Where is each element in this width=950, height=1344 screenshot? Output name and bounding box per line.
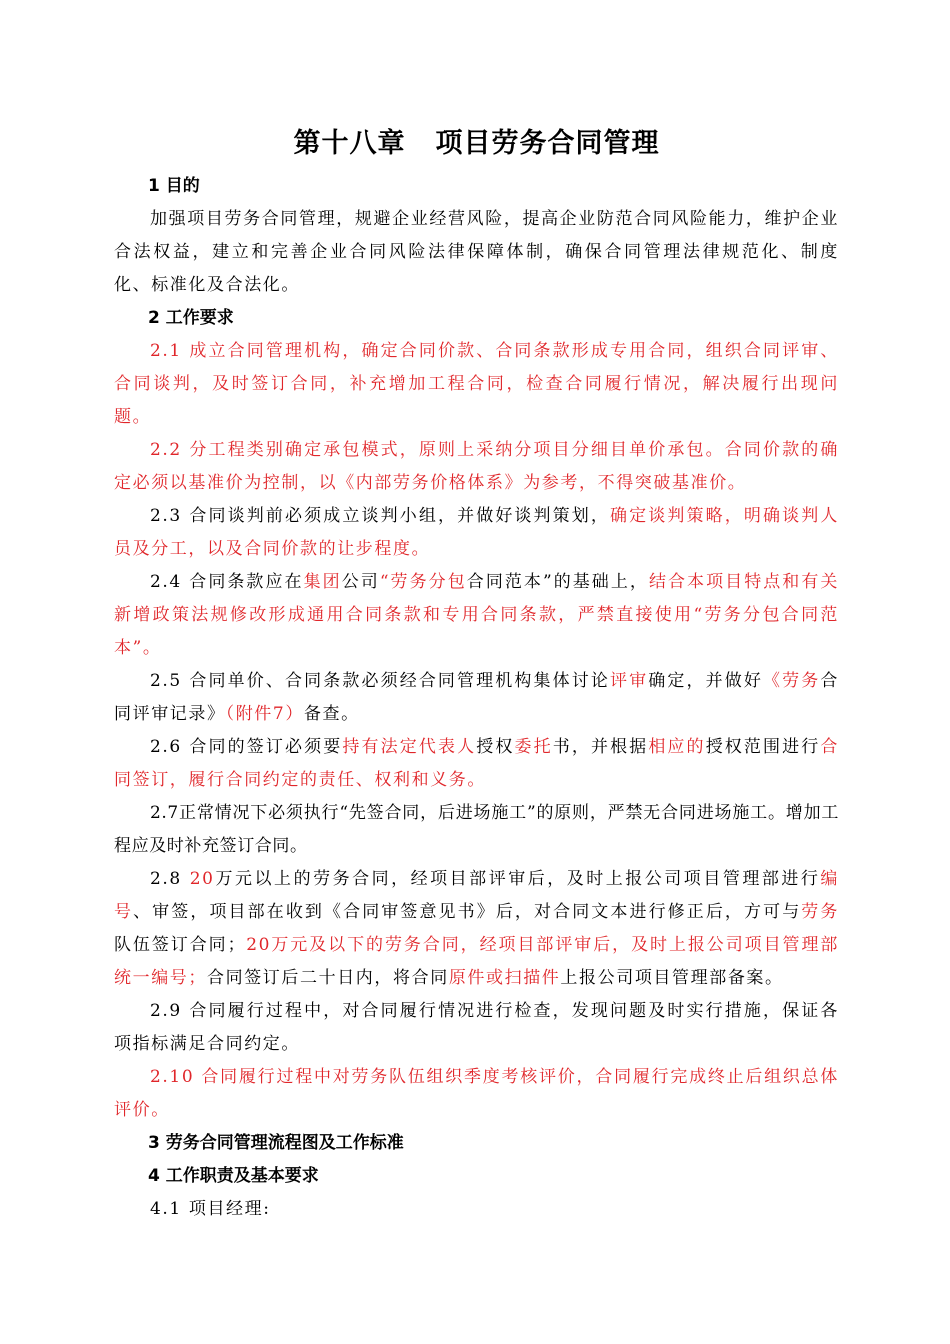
highlight-run: 集团 bbox=[303, 572, 342, 592]
text-run: 合同签订后二十日内，将合同 bbox=[207, 968, 449, 988]
paragraph-2-8 bbox=[114, 863, 839, 995]
text-run: 备查。 bbox=[303, 704, 360, 724]
paragraph-2-4 bbox=[114, 566, 839, 665]
highlight-run: 持有法定代表人 bbox=[342, 737, 477, 757]
highlight-run: 确定谈判策略，明确谈判人员及分工，以及合同价款的让步程度。 bbox=[114, 506, 839, 559]
highlight-run: 相应的 bbox=[648, 737, 706, 757]
highlight-run: 委托 bbox=[514, 737, 553, 757]
paragraph-2-9: 2.9 合同履行过程中，对合同履行情况进行检查，发现问题及时实行措施，保证各项指标满足合同约定。 bbox=[114, 1001, 839, 1054]
text-run: 上报公司项目管理部备案。 bbox=[560, 968, 784, 988]
highlight-run: 评审 bbox=[610, 671, 649, 691]
text-run: 2.3 合同谈判前必须成立谈判小组，并做好谈判策划， bbox=[150, 506, 611, 526]
text-run: 2.8 bbox=[150, 869, 190, 889]
section-heading-flowchart: 3 劳务合同管理流程图及工作标准 bbox=[148, 1133, 404, 1153]
paragraph-2-10: 2.10 合同履行过程中对劳务队伍组织季度考核评价，合同履行完成终止后组织总体评价。 bbox=[114, 1067, 839, 1120]
highlight-run: 结合本项目特点和有关新增政策法规修改形成通用合同条款和专用合同条款，严禁直接使用“劳务分包合同范本”。 bbox=[114, 572, 839, 658]
chapter-name: 项目劳务合同管理 bbox=[435, 128, 660, 159]
paragraph-2-3 bbox=[114, 500, 839, 566]
highlight-run: （附件7） bbox=[225, 704, 304, 724]
document-page bbox=[114, 118, 839, 1226]
section-heading-purpose: 1 目的 bbox=[148, 176, 200, 196]
highlight-run: 20万元及以下的劳务合同，经项目部评审后，及时上报公司项目管理部统一编号； bbox=[114, 935, 839, 988]
paragraph-4-1: 4.1 项目经理: bbox=[150, 1199, 271, 1219]
paragraph-purpose: 加强项目劳务合同管理，规避企业经营风险，提高企业防范合同风险能力，维护企业合法权益，建立和完善企业合同风险法律保障体制，确保合同管理法律规范化、制度化、标准化及合法化。 bbox=[114, 209, 839, 295]
text-run: 2.5 合同单价、合同条款必须经合同管理机构集体讨论 bbox=[150, 671, 611, 691]
text-run: 2.4 合同条款应在 bbox=[150, 572, 304, 592]
chapter-number: 第十八章 bbox=[293, 128, 406, 159]
highlight-run: 编号 bbox=[114, 869, 839, 922]
highlight-run: 《劳务 bbox=[763, 671, 821, 691]
paragraph-2-1: 2.1 成立合同管理机构，确定合同价款、合同条款形成专用合同，组织合同评审、合同谈判，及时签订合同，补充增加工程合同，检查合同履行情况，解决履行出现问题。 bbox=[114, 341, 839, 427]
text-run: 授权范围进行 bbox=[705, 737, 821, 757]
text-run: 公司 bbox=[341, 572, 380, 592]
paragraph-2-6 bbox=[114, 731, 839, 797]
text-run: 合同范本”的基础上， bbox=[466, 572, 649, 592]
paragraph-2-5 bbox=[114, 665, 839, 731]
text-run: 万元以上的劳务合同，经项目部评审后，及时上报公司项目管理部进行 bbox=[214, 869, 821, 889]
text-run: 书，并根据 bbox=[552, 737, 649, 757]
text-run: 合同评审记录》 bbox=[114, 671, 839, 724]
highlight-run: 原件或扫描件 bbox=[448, 968, 561, 988]
section-heading-requirements: 2 工作要求 bbox=[148, 308, 234, 328]
highlight-run: 合同签订，履行合同约定的责任、权利和义务。 bbox=[114, 737, 840, 790]
highlight-run: 劳务 bbox=[801, 902, 839, 922]
paragraph-2-7: 2.7正常情况下必须执行“先签合同，后进场施工”的原则，严禁无合同进场施工。增加工程应及时补充签订合同。 bbox=[114, 803, 839, 856]
highlight-run: “劳务分包 bbox=[379, 572, 467, 592]
highlight-run: 20 bbox=[189, 869, 215, 889]
paragraph-2-2: 2.2 分工程类别确定承包模式，原则上采纳分项目分细目单价承包。合同价款的确定必须以基准价为控制，以《内部劳务价格体系》为参考，不得突破基准价。 bbox=[114, 440, 839, 493]
text-run: 队伍签订合同； bbox=[114, 935, 247, 955]
chapter-title bbox=[114, 118, 839, 170]
section-heading-duties: 4 工作职责及基本要求 bbox=[148, 1166, 319, 1186]
text-run: 授权 bbox=[476, 737, 515, 757]
text-run: 确定，并做好 bbox=[648, 671, 764, 691]
text-run: 2.6 合同的签订必须要 bbox=[150, 737, 343, 757]
text-run: 、审签，项目部在收到《合同审签意见书》后，对合同文本进行修正后，方可与 bbox=[133, 902, 802, 922]
